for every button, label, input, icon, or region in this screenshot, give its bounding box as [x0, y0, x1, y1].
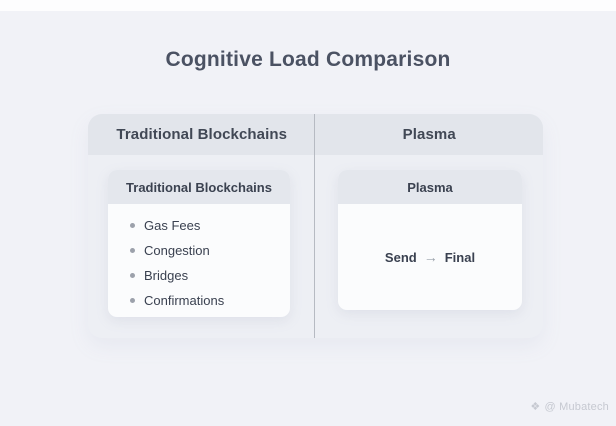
plasma-card-header: Plasma [338, 170, 522, 204]
bullet-dot-icon [130, 273, 135, 278]
watermark-text: @ Mubatech [544, 401, 609, 413]
list-item [130, 238, 290, 263]
column-header-plasma: Plasma [402, 126, 456, 143]
watermark [530, 401, 609, 413]
traditional-blockchains-card [108, 170, 290, 317]
bullet-dot-icon [130, 298, 135, 303]
list-item-label: Gas Fees [144, 218, 201, 233]
diamond-logo-icon: ❖ [530, 400, 541, 413]
column-divider [314, 114, 315, 338]
flow-to-label: Final [444, 249, 476, 265]
bullet-dot-icon [130, 248, 135, 253]
list-item-label: Congestion [144, 243, 210, 258]
list-item [130, 213, 290, 238]
panel-header-row [88, 114, 543, 155]
comparison-panel [88, 114, 543, 338]
column-header-traditional-blockchains: Traditional Blockchains [116, 126, 288, 143]
slide-title: Cognitive Load Comparison [165, 48, 451, 71]
list-item [130, 288, 290, 313]
top-white-strip [0, 0, 616, 11]
plasma-flow [338, 204, 522, 310]
plasma-card [338, 170, 522, 310]
traditional-card-header: Traditional Blockchains [108, 170, 290, 204]
arrow-right-icon: → [423, 249, 438, 265]
bullet-dot-icon [130, 223, 135, 228]
flow-from-label: Send [384, 249, 417, 265]
list-item-label: Bridges [144, 268, 189, 283]
list-item [130, 263, 290, 288]
list-item-label: Confirmations [144, 293, 225, 308]
pain-points-list [108, 204, 290, 313]
